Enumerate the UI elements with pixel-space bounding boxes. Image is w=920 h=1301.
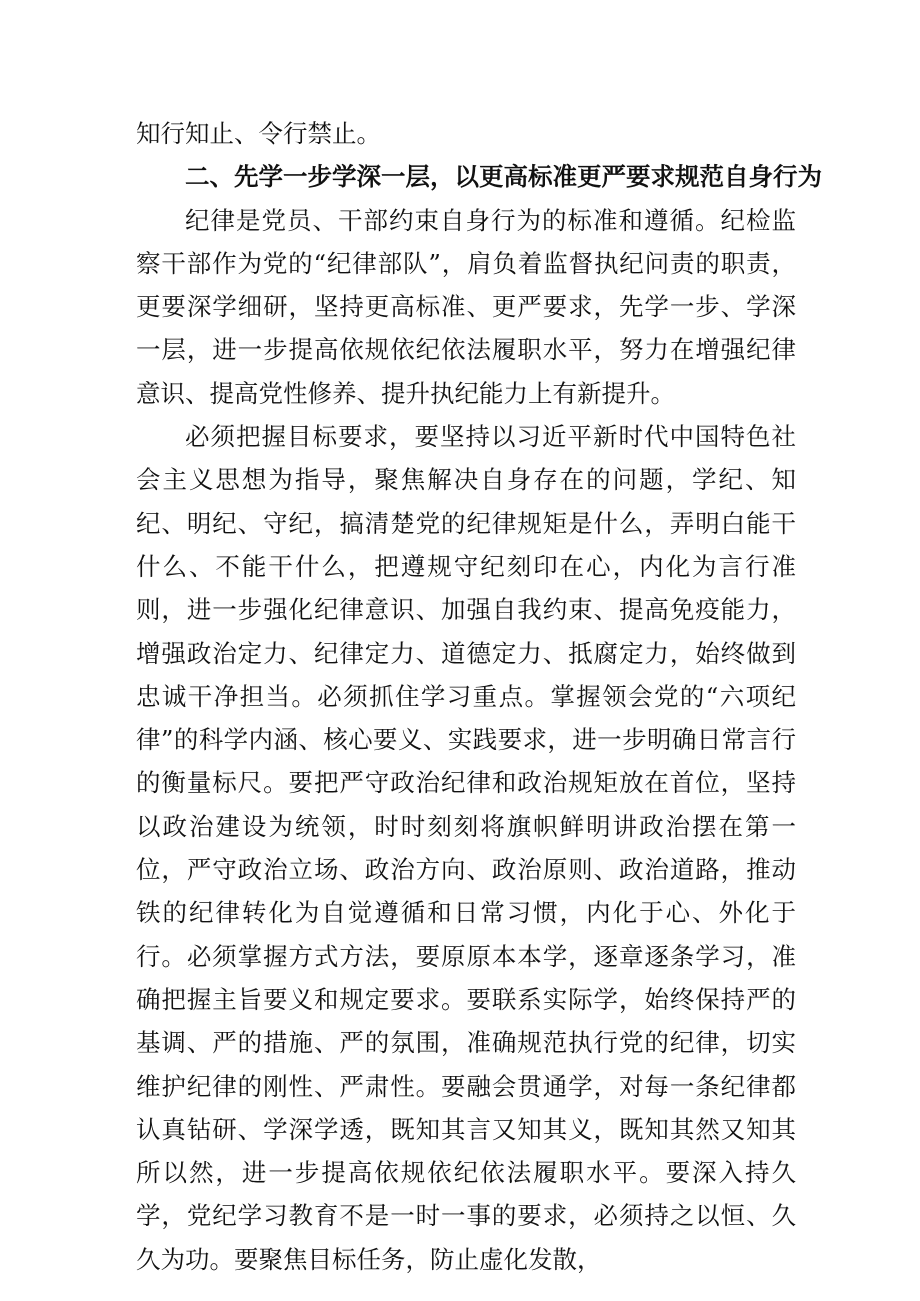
section-heading: 二、先学一步学深一层，以更高标准更严要求规范自身行为 <box>185 162 822 192</box>
lead-fragment: 知行知止、令行禁止。 <box>136 119 381 148</box>
paragraph-discipline-intro: 纪律是党员、干部约束自身行为的标准和遵循。纪检监察干部作为党的“纪律部队”，肩负着监督执纪问责的职责，更要深学细研，坚持更高标准、更严要求，先学一步、学深一层，进一步提高依规依纪依法履职水平，努力在增强纪律意识、提高党性修养、提升执纪能力上有新提升。 <box>136 205 796 408</box>
paragraph-study-requirements: 必须把握目标要求，要坚持以习近平新时代中国特色社会主义思想为指导，聚焦解决自身存在的问题，学纪、知纪、明纪、守纪，搞清楚党的纪律规矩是什么，弄明白能干什么、不能干什么，把遵规守纪刻印在心，内化为言行准则，进一步强化纪律意识、加强自我约束、提高免疫能力，增强政治定力、纪律定力、道德定力、抵腐定力，始终做到忠诚干净担当。必须抓住学习重点。掌握领会党的“六项纪律”的科学内涵、核心要义、实践要求，进一步明确日常言行的衡量标尺。要把严守政治纪律和政治规矩放在首位，坚持以政治建设为统领，时时刻刻将旗帜鲜明讲政治摆在第一位，严守政治立场、政治方向、政治原则、政治道路，推动铁的纪律转化为自觉遵循和日常习惯，内化于心、外化于行。必须掌握方式方法，要原原本本学，逐章逐条学习，准确把握主旨要义和规定要求。要联系实际学，始终保持严的基调、严的措施、严的氛围，准确规范执行党的纪律，切实维护纪律的刚性、严肃性。要融会贯通学，对每一条纪律都认真钻研、学深学透，既知其言又知其义，既知其然又知其所以然，进一步提高依规依纪依法履职水平。要深入持久学，党纪学习教育不是一时一事的要求，必须持之以恒、久久为功。要聚焦目标任务，防止虚化发散， <box>136 422 796 1274</box>
document-body <box>136 112 822 1281</box>
